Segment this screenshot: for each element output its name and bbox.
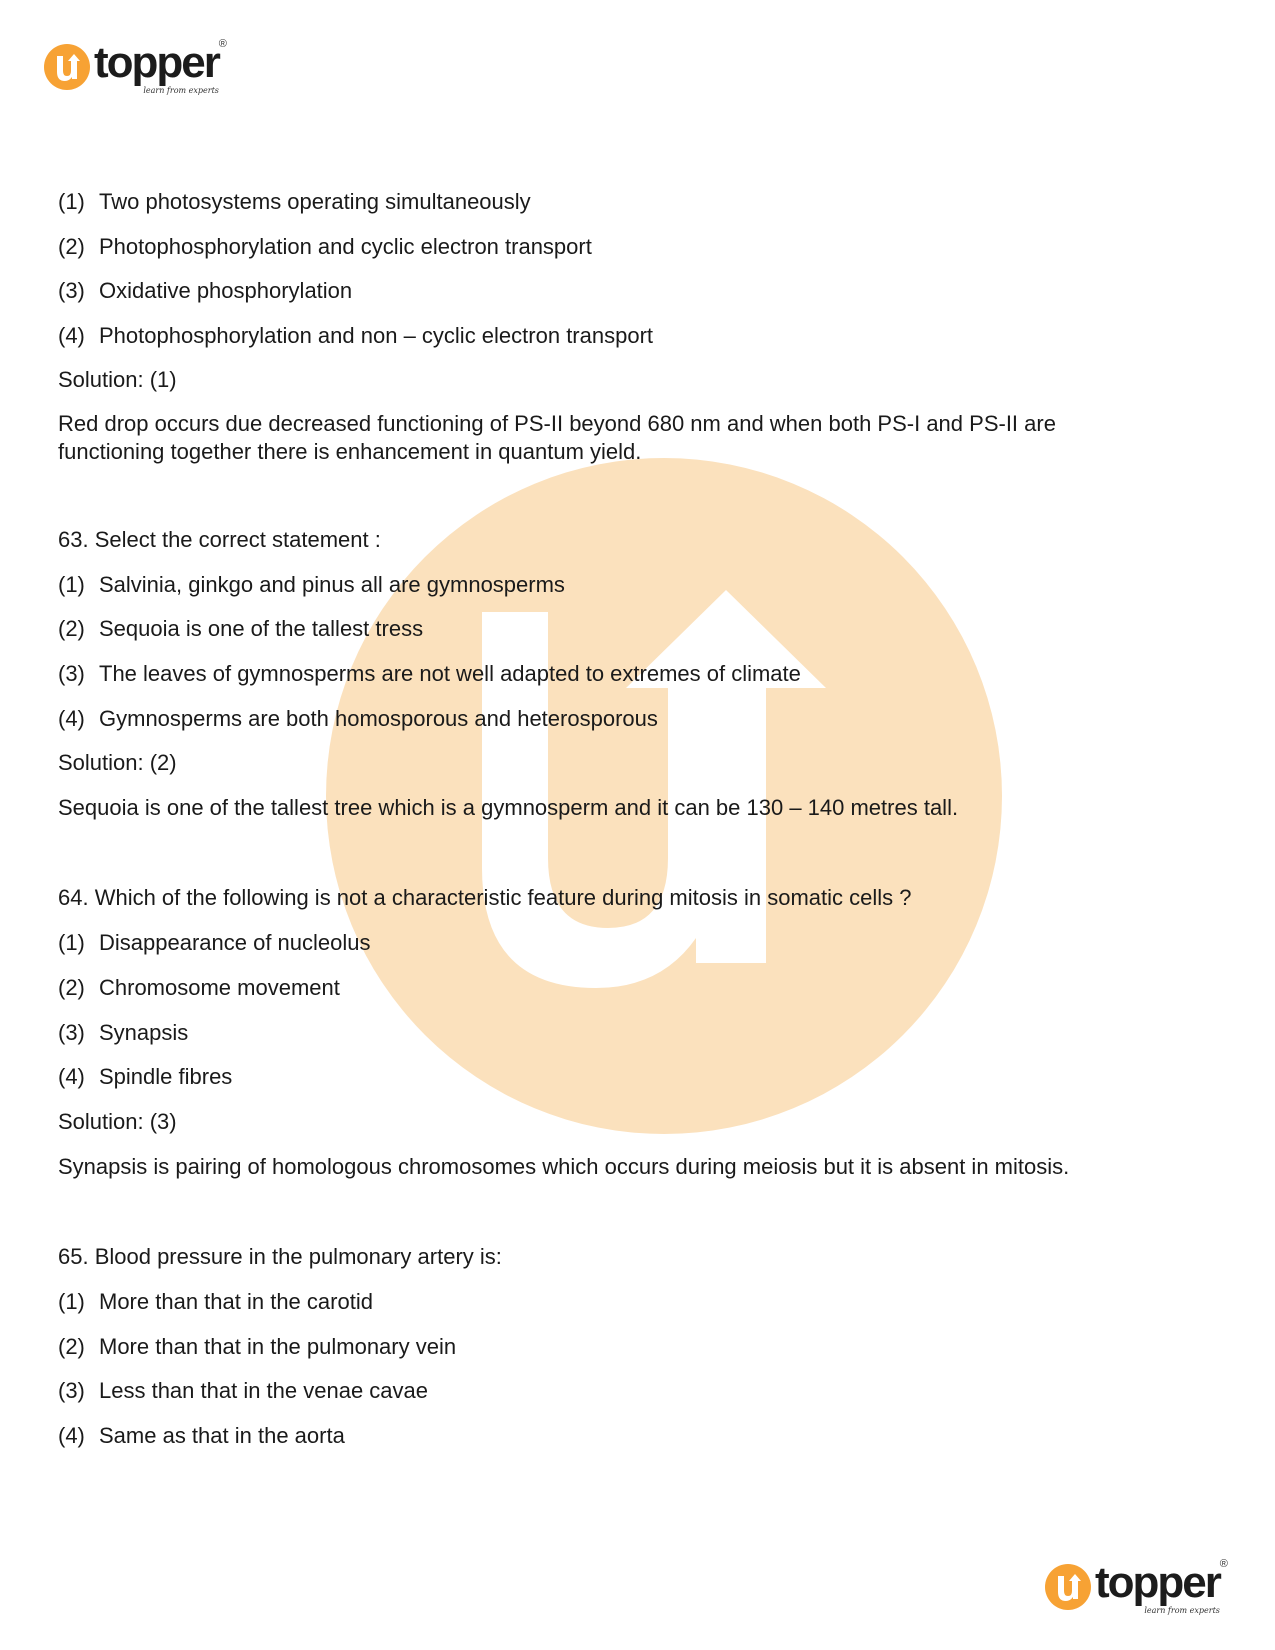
option-line: (1) Disappearance of nucleolus — [58, 930, 371, 955]
brand-badge-icon — [44, 44, 90, 90]
brand-name: topper — [94, 38, 219, 87]
brand-name: topper — [1095, 1558, 1220, 1607]
option-line: (3) The leaves of gymnosperms are not well adapted to extremes of climate — [58, 661, 801, 686]
brand-tagline: learn from experts — [1144, 1606, 1220, 1615]
option-line: (1) Salvinia, ginkgo and pinus all are gymnosperms — [58, 572, 565, 597]
option-line: (1) Two photosystems operating simultaneously — [58, 189, 531, 214]
brand-tagline: learn from experts — [143, 86, 219, 95]
solution-explanation: Synapsis is pairing of homologous chromosomes which occurs during meiosis but it is absent in mitosis. — [58, 1154, 1070, 1179]
option-line: (4) Photophosphorylation and non – cyclic electron transport — [58, 323, 654, 348]
option-line: (4) Spindle fibres — [58, 1064, 233, 1089]
option-line: (2) More than that in the pulmonary vein — [58, 1334, 457, 1359]
question-title: 65. Blood pressure in the pulmonary artery is: — [58, 1244, 502, 1269]
brand-badge-icon — [1045, 1564, 1091, 1610]
option-line: (3) Oxidative phosphorylation — [58, 278, 353, 303]
brand-logo-bottom — [1045, 1558, 1228, 1615]
solution-explanation: Red drop occurs due decreased functioning of PS-II beyond 680 nm and when both PS-I and PS-II are functioning together there is enhancement in quantum yield. — [58, 411, 1056, 464]
option-line: (2) Sequoia is one of the tallest tress — [58, 616, 424, 641]
option-line: (2) Photophosphorylation and cyclic electron transport — [58, 234, 592, 259]
question-title: 63. Select the correct statement : — [58, 527, 381, 552]
option-line: (4) Gymnosperms are both homosporous and heterosporous — [58, 706, 658, 731]
solution-explanation: Sequoia is one of the tallest tree which is a gymnosperm and it can be 130 – 140 metres tall. — [58, 795, 959, 820]
option-line: (4) Same as that in the aorta — [58, 1423, 345, 1448]
solution-label: Solution: (2) — [58, 750, 177, 775]
question-title: 64. Which of the following is not a characteristic feature during mitosis in somatic cells ? — [58, 885, 912, 910]
registered-mark: ® — [1219, 1558, 1228, 1570]
option-line: (3) Less than that in the venae cavae — [58, 1378, 429, 1403]
solution-label: Solution: (3) — [58, 1109, 177, 1134]
option-line: (3) Synapsis — [58, 1020, 189, 1045]
registered-mark: ® — [218, 38, 227, 50]
option-line: (2) Chromosome movement — [58, 975, 340, 1000]
option-line: (1) More than that in the carotid — [58, 1289, 373, 1314]
brand-logo-top — [44, 38, 227, 95]
solution-label: Solution: (1) — [58, 367, 177, 392]
